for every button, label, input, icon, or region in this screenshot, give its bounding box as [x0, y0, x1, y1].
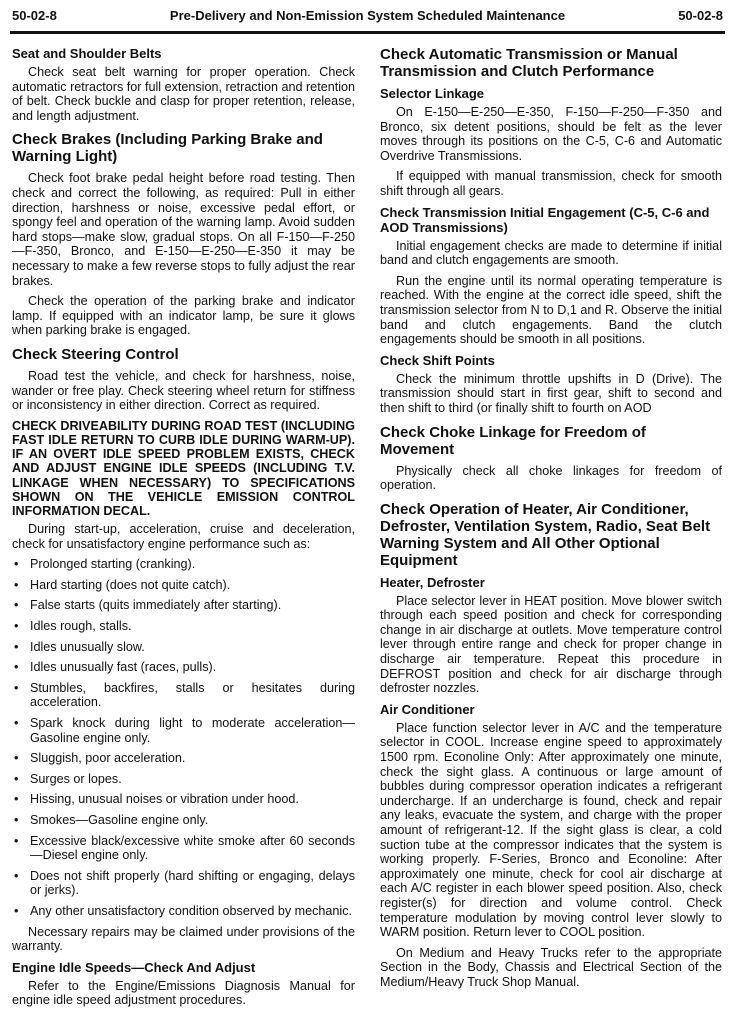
bullet-icon: •: [14, 639, 19, 654]
page-number-right: 50-02-8: [678, 8, 723, 23]
symptom-list: [12, 557, 355, 918]
steering-paragraph: Road test the vehicle, and check for harshness, noise, wander or free play. Check steering wheel return for stiffness or inconsistency in either direction. Correct as required.: [12, 368, 355, 413]
bullet-icon: •: [14, 868, 19, 883]
list-item: • Smokes—Gasoline engine only.: [14, 813, 209, 828]
bullet-icon: •: [14, 680, 19, 695]
driveability-paragraph: During start-up, acceleration, cruise and deceleration, check for unsatisfactory engine performance such as:: [12, 522, 355, 551]
bullet-icon: •: [14, 619, 19, 634]
bullet-icon: •: [14, 751, 19, 766]
seat-belts-paragraph: Check seat belt warning for proper operation. Check automatic retractors for full extension, retraction and retention of belt. Check buckle and clasp for proper retention, release, and length adjustment.: [12, 65, 356, 123]
idle-speeds-heading: Engine Idle Speeds—Check And Adjust: [12, 959, 256, 975]
air-conditioner-paragraph-2: On Medium and Heavy Trucks refer to the appropriate Section in the Body, Chassis and Electrical Section of the Medium/Heavy Truck Shop Manual.: [380, 945, 722, 989]
idle-speeds-paragraph: Refer to the Engine/Emissions Diagnosis Manual for engine idle speed adjustment procedures.: [12, 978, 355, 1008]
transmission-heading: Check Automatic Transmission or Manual Transmission and Clutch Performance: [380, 46, 678, 80]
left-column: [12, 42, 355, 1014]
air-conditioner-heading: Air Conditioner: [380, 701, 475, 717]
initial-engagement-heading: Check Transmission Initial Engagement (C-5, C-6 and AOD Transmissions): [380, 204, 710, 235]
page-number-left: 50-02-8: [12, 8, 57, 23]
list-item: • Any other unsatisfactory condition observed by mechanic.: [14, 903, 353, 918]
defroster-paragraph: Place selector lever in HEAT position. Move blower switch through each speed position and check for corresponding change in air discharge at outlets. Move temperature control lever through entire range and check for proper change in discharge air temperature. Repeat this procedure in DEFROST position and check for air discharge through defroster nozzles.: [380, 593, 722, 696]
selector-linkage-heading: Selector Linkage: [380, 86, 485, 101]
list-item: • Idles unusually slow.: [14, 639, 145, 654]
choke-paragraph: Physically check all choke linkages for freedom of operation.: [380, 463, 722, 493]
list-item: • Hard starting (does not quite catch).: [14, 577, 231, 592]
list-item: • Excessive black/excessive white smoke after 60 seconds—Diesel engine only.: [14, 833, 355, 863]
engagement-paragraph-1: Initial engagement checks are made to determine if initial band and clutch engagements are smooth.: [380, 238, 722, 268]
selector-paragraph-1: On E-150—E-250—E-350, F-150—F-250—F-350 and Bronco, six detent positions, should be felt as the lever moves through its positions on the C-5, C-6 and Automatic Overdrive Transmissions.: [380, 105, 722, 163]
bullet-icon: •: [14, 598, 19, 613]
list-item: • Does not shift properly (hard shifting or engaging, delays or jerks).: [14, 868, 355, 898]
air-conditioner-paragraph-1: Place function selector lever in A/C and the temperature selector in COOL. Increase engine speed to approximately 1500 rpm. Econoline Only: After approximately one minute, check the sight glass. A continuous or large amount of bubbles during compressor operation indicates a refrigerant undercharge. If an undercharge is found, check and repair any leaks, evacuate the system, and charge with the proper amount of refrigerant-12. If the sight glass is clear, a cold suction tube at the compressor indicates that the system is working properly. F-Series, Bronco and Econoline: After approximately one minute, check for cool air discharge at each A/C register in each blower speed position. Also, check register(s) for direction and volume control. Check temperature modulation by moving control lever slowly to WARM position. Return lever to COOL position.: [380, 720, 722, 940]
page-header: [12, 8, 723, 32]
list-item: • False starts (quits immediately after starting).: [14, 598, 282, 613]
page-title: Pre-Delivery and Non-Emission System Scheduled Maintenance: [169, 8, 566, 23]
shift-points-paragraph: Check the minimum throttle upshifts in D (Drive). The transmission should start in first gear, shift to second and then shift to third (or finally shift to fourth on AOD: [380, 371, 722, 415]
bullet-icon: •: [14, 813, 19, 828]
bullet-icon: •: [14, 557, 19, 572]
list-item: • Idles rough, stalls.: [14, 619, 132, 634]
header-rule: [10, 31, 725, 34]
list-item: • Surges or lopes.: [14, 771, 122, 786]
driveability-caps-block: CHECK DRIVEABILITY DURING ROAD TEST (INCLUDING FAST IDLE RETURN TO CURB IDLE DURING WARM-UP). IF AN OVERT IDLE SPEED PROBLEM EXISTS, CHECK AND ADJUST ENGINE IDLE SPEEDS (INCLUDING T.V. LINKAGE WHEN NECESSARY) TO SPECIFICATIONS SHOWN ON THE VEHICLE EMISSION CONTROL INFORMATION DECAL.: [12, 418, 355, 518]
bullet-icon: •: [14, 660, 19, 675]
brakes-paragraph-1: Check foot brake pedal height before road testing. Then check and correct the following, as required: Pull in either direction, harshness or noise, excessive pedal effort, or spongy feel and operation of the warning lamp. Avoid sudden hard stops—make slow, gradual stops. On all F-150—F-250—F-350, Bronco, and E-150—E-250—E-350 it may be necessary to make a few reverse stops to fully adjust the rear brakes.: [12, 171, 355, 288]
brakes-paragraph-2: Check the operation of the parking brake and indicator lamp. If equipped with an indicator lamp, be sure it glows when parking brake is engaged.: [12, 294, 355, 338]
list-item: • Stumbles, backfires, stalls or hesitates during acceleration.: [14, 680, 355, 710]
heater-ac-heading: Check Operation of Heater, Air Conditioner, Defroster, Ventilation System, Radio, Seat Belt Warning System and All Other Optional Equipment: [380, 500, 711, 569]
list-item: • Idles unusually fast (races, pulls).: [14, 660, 217, 675]
bullet-icon: •: [14, 792, 19, 807]
engagement-paragraph-2: Run the engine until its normal operating temperature is reached. With the engine at the correct idle speed, shift the transmission selector from N to D,1 and R. Observe the initial band and clutch engagements. Band the clutch engagements should be smooth in all positions.: [380, 273, 722, 347]
bullet-icon: •: [14, 577, 19, 592]
list-item: • Hissing, unusual noises or vibration under hood.: [14, 792, 299, 807]
heater-defroster-heading: Heater, Defroster: [380, 574, 485, 590]
bullet-icon: •: [14, 716, 19, 731]
bullet-icon: •: [14, 903, 19, 918]
steering-heading: Check Steering Control: [12, 345, 179, 363]
shift-points-heading: Check Shift Points: [380, 352, 495, 368]
bullet-icon: •: [14, 771, 19, 786]
selector-paragraph-2: If equipped with manual transmission, check for smooth shift through all gears.: [380, 169, 722, 198]
repairs-paragraph: Necessary repairs may be claimed under provisions of the warranty.: [12, 924, 355, 954]
list-item: • Prolonged starting (cranking).: [14, 557, 196, 572]
seat-belts-heading: Seat and Shoulder Belts: [12, 46, 162, 61]
bullet-icon: •: [14, 833, 19, 848]
choke-heading: Check Choke Linkage for Freedom of Movement: [380, 423, 646, 458]
brakes-heading: Check Brakes (Including Parking Brake and Warning Light): [12, 131, 323, 166]
list-item: • Spark knock during light to moderate acceleration—Gasoline engine only.: [14, 716, 355, 745]
list-item: • Sluggish, poor acceleration.: [14, 751, 186, 766]
right-column: [380, 42, 722, 996]
